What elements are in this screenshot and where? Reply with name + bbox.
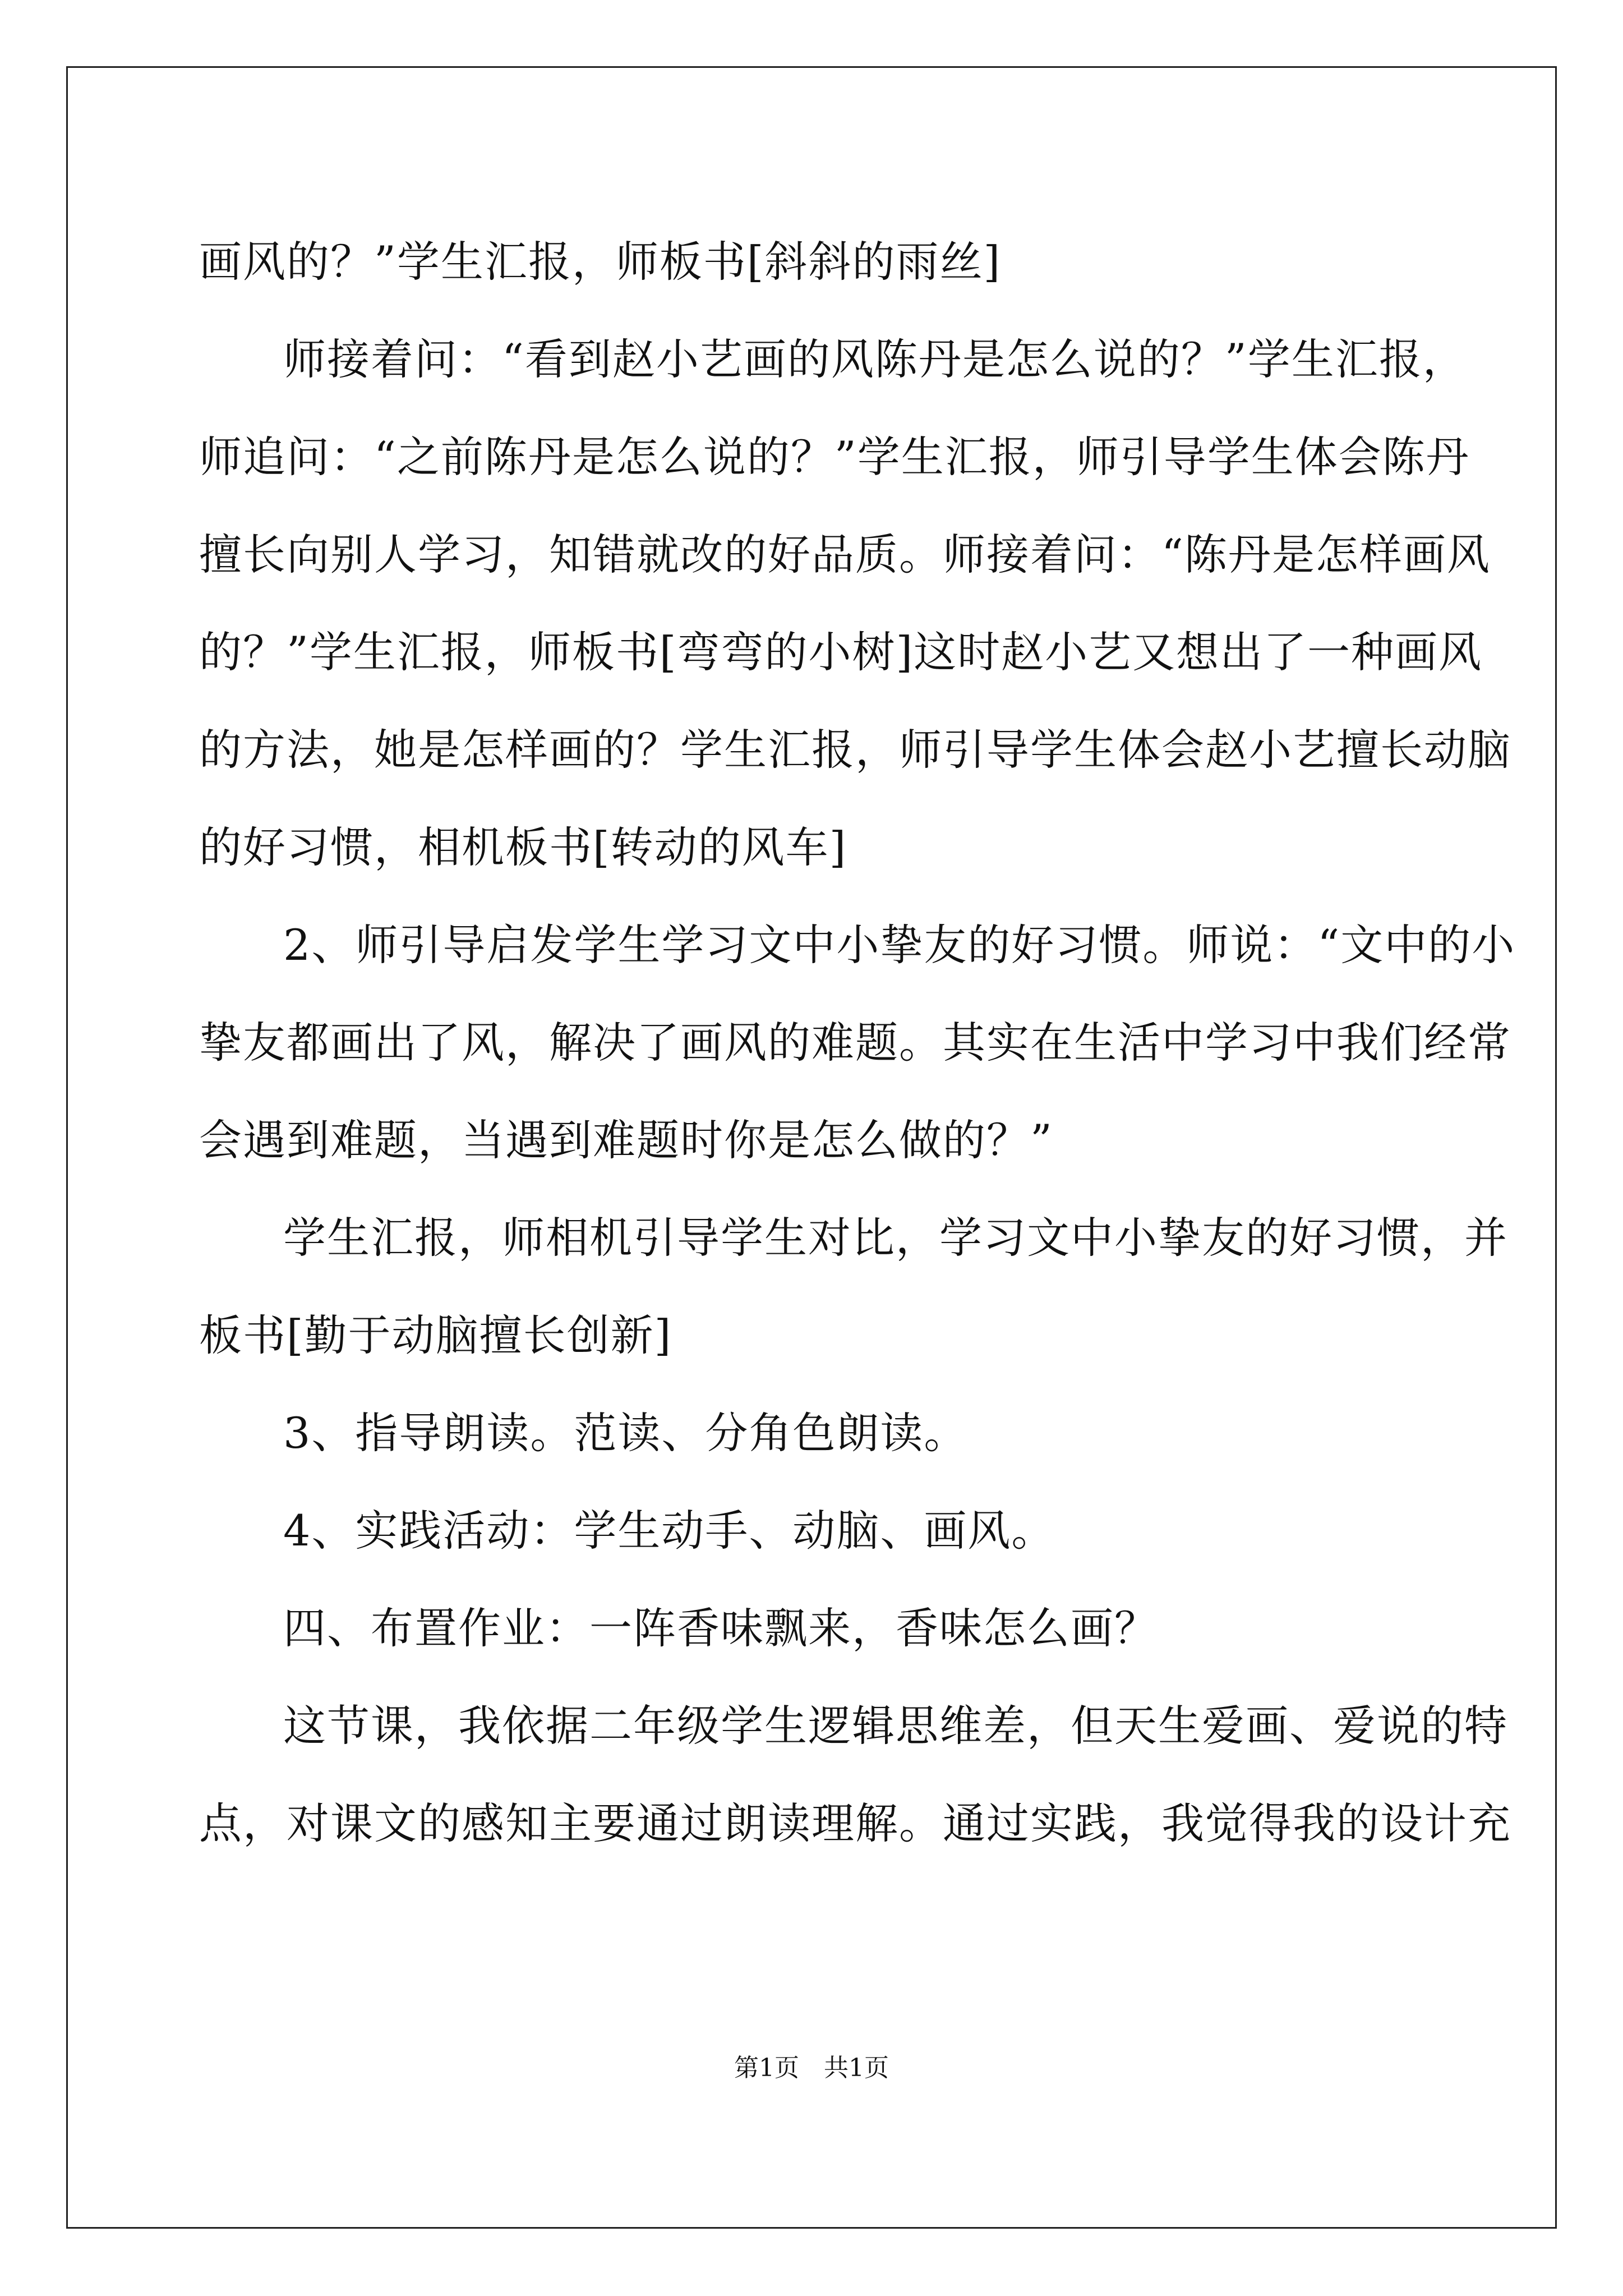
text-line-9: 挚友都画出了风，解决了画风的难题。其实在生活中学习中我们经常 [199,1018,1511,1068]
document-body [199,213,1516,1872]
text-line-15: 四、布置作业：一阵香味飘来，香味怎么画？ [283,1603,1158,1653]
page-number-footer: 第1页 共1页 [734,2054,889,2082]
text-line-3: 师追问：“之前陈丹是怎么说的？”学生汇报，师引导学生体会陈丹 [199,432,1470,482]
text-line-10: 会遇到难题，当遇到难题时你是怎么做的？” [199,1115,1053,1165]
text-line-2: 师接着问：“看到赵小艺画的风陈丹是怎么说的？”学生汇报， [283,334,1467,384]
text-line-17: 点，对课文的感知主要通过朗读理解。通过实践，我觉得我的设计充 [199,1798,1511,1848]
text-line-11: 学生汇报，师相机引导学生对比，学习文中小挚友的好习惯，并 [283,1213,1508,1263]
text-line-1: 画风的？”学生汇报，师板书[斜斜的雨丝] [199,237,1002,287]
text-line-12: 板书[勤于动脑擅长创新] [199,1310,672,1360]
text-line-8: 2、师引导启发学生学习文中小挚友的好习惯。师说：“文中的小 [283,920,1516,970]
text-line-7: 的好习惯，相机板书[转动的风车] [199,822,847,872]
text-line-6: 的方法，她是怎样画的？学生汇报，师引导学生体会赵小艺擅长动脑 [199,725,1511,775]
text-line-4: 擅长向别人学习，知错就改的好品质。师接着问：“陈丹是怎样画风 [199,530,1491,579]
text-line-13: 3、指导朗读。范读、分角色朗读。 [283,1408,968,1458]
text-line-16: 这节课，我依据二年级学生逻辑思维差，但天生爱画、爱说的特 [283,1701,1508,1751]
text-line-5: 的？”学生汇报，师板书[弯弯的小树]这时赵小艺又想出了一种画风 [199,627,1483,677]
text-line-14: 4、实践活动：学生动手、动脑、画风。 [283,1506,1055,1556]
